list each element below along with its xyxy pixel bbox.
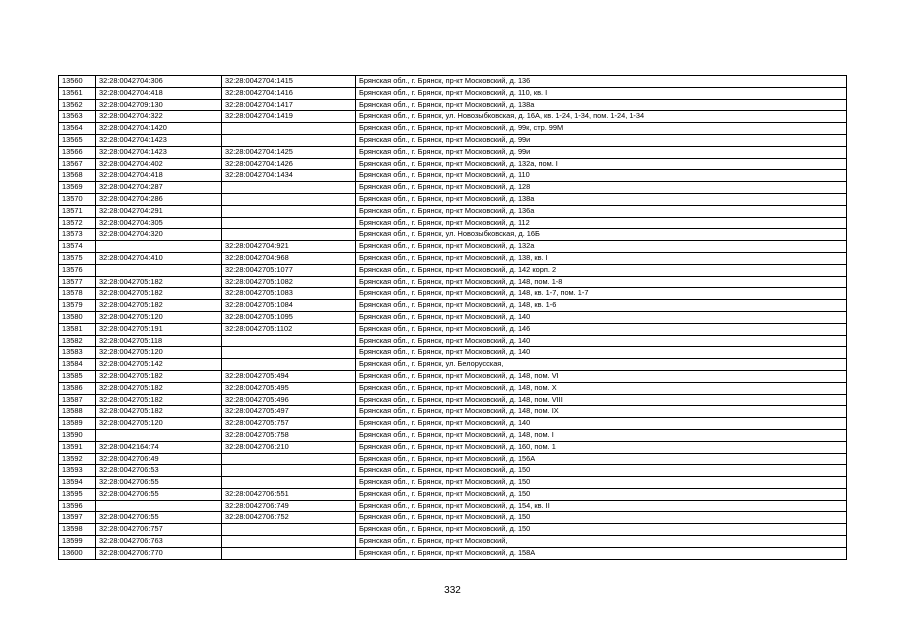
table-row <box>59 123 847 135</box>
address-cell: Брянская обл., г. Брянск, пр-кт Московский, д. 148, пом. IX <box>356 406 847 418</box>
object-cadastral-number-cell: 32:28:0042706:551 <box>222 488 356 500</box>
row-number-cell: 13584 <box>59 359 96 371</box>
address-cell: Брянская обл., г. Брянск, пр-кт Московский, д. 148, пом. X <box>356 382 847 394</box>
object-cadastral-number-cell: 32:28:0042706:210 <box>222 441 356 453</box>
row-number-cell: 13568 <box>59 170 96 182</box>
object-cadastral-number-cell: 32:28:0042705:496 <box>222 394 356 406</box>
table-row <box>59 276 847 288</box>
table-row <box>59 406 847 418</box>
land-cadastral-number-cell: 32:28:0042706:770 <box>96 547 222 559</box>
object-cadastral-number-cell: 32:28:0042706:749 <box>222 500 356 512</box>
table-row <box>59 335 847 347</box>
land-cadastral-number-cell: 32:28:0042704:410 <box>96 252 222 264</box>
row-number-cell: 13595 <box>59 488 96 500</box>
row-number-cell: 13583 <box>59 347 96 359</box>
land-cadastral-number-cell: 32:28:0042705:182 <box>96 276 222 288</box>
land-cadastral-number-cell: 32:28:0042705:182 <box>96 394 222 406</box>
row-number-cell: 13591 <box>59 441 96 453</box>
address-cell: Брянская обл., г. Брянск, пр-кт Московский, д. 138а <box>356 193 847 205</box>
object-cadastral-number-cell <box>222 347 356 359</box>
address-cell: Брянская обл., г. Брянск, пр-кт Московский, д. 138, кв. I <box>356 252 847 264</box>
address-cell: Брянская обл., г. Брянск, пр-кт Московский, д. 110, кв. I <box>356 87 847 99</box>
address-cell: Брянская обл., г. Брянск, пр-кт Московский, д. 148, пом. VIII <box>356 394 847 406</box>
address-cell: Брянская обл., г. Брянск, пр-кт Московский, д. 136 <box>356 76 847 88</box>
land-cadastral-number-cell: 32:28:0042705:120 <box>96 311 222 323</box>
table-row <box>59 99 847 111</box>
object-cadastral-number-cell <box>222 229 356 241</box>
table-row <box>59 158 847 170</box>
address-cell: Брянская обл., г. Брянск, пр-кт Московский, д. 146 <box>356 323 847 335</box>
row-number-cell: 13567 <box>59 158 96 170</box>
address-cell: Брянская обл., г. Брянск, ул. Белорусская, <box>356 359 847 371</box>
table-row <box>59 441 847 453</box>
land-cadastral-number-cell: 32:28:0042704:322 <box>96 111 222 123</box>
table-row <box>59 229 847 241</box>
table-row <box>59 323 847 335</box>
table-row <box>59 359 847 371</box>
land-cadastral-number-cell: 32:28:0042704:320 <box>96 229 222 241</box>
object-cadastral-number-cell <box>222 134 356 146</box>
page-number: 332 <box>444 585 461 596</box>
address-cell: Брянская обл., г. Брянск, ул. Новозыбковская, д. 16Б <box>356 229 847 241</box>
address-cell: Брянская обл., г. Брянск, пр-кт Московский, д. 150 <box>356 465 847 477</box>
object-cadastral-number-cell <box>222 547 356 559</box>
row-number-cell: 13575 <box>59 252 96 264</box>
row-number-cell: 13562 <box>59 99 96 111</box>
land-cadastral-number-cell <box>96 264 222 276</box>
land-cadastral-number-cell: 32:28:0042705:182 <box>96 300 222 312</box>
table-row <box>59 418 847 430</box>
table-row <box>59 311 847 323</box>
land-cadastral-number-cell: 32:28:0042704:306 <box>96 76 222 88</box>
registry-table-body <box>59 76 847 560</box>
row-number-cell: 13592 <box>59 453 96 465</box>
address-cell: Брянская обл., г. Брянск, пр-кт Московский, д. 150 <box>356 477 847 489</box>
row-number-cell: 13560 <box>59 76 96 88</box>
address-cell: Брянская обл., г. Брянск, пр-кт Московский, д. 140 <box>356 311 847 323</box>
row-number-cell: 13565 <box>59 134 96 146</box>
address-cell: Брянская обл., г. Брянск, пр-кт Московский, д. 150 <box>356 488 847 500</box>
object-cadastral-number-cell: 32:28:0042705:1084 <box>222 300 356 312</box>
address-cell: Брянская обл., г. Брянск, пр-кт Московский, д. 99и <box>356 134 847 146</box>
address-cell: Брянская обл., г. Брянск, пр-кт Московский, д. 148, пом. 1-8 <box>356 276 847 288</box>
table-row <box>59 217 847 229</box>
object-cadastral-number-cell: 32:28:0042705:1083 <box>222 288 356 300</box>
land-cadastral-number-cell: 32:28:0042706:757 <box>96 524 222 536</box>
row-number-cell: 13589 <box>59 418 96 430</box>
land-cadastral-number-cell: 32:28:0042704:1420 <box>96 123 222 135</box>
table-row <box>59 453 847 465</box>
row-number-cell: 13564 <box>59 123 96 135</box>
row-number-cell: 13598 <box>59 524 96 536</box>
object-cadastral-number-cell: 32:28:0042704:1415 <box>222 76 356 88</box>
row-number-cell: 13570 <box>59 193 96 205</box>
row-number-cell: 13572 <box>59 217 96 229</box>
land-cadastral-number-cell: 32:28:0042706:763 <box>96 536 222 548</box>
address-cell: Брянская обл., г. Брянск, пр-кт Московский, д. 148, пом. VI <box>356 370 847 382</box>
row-number-cell: 13599 <box>59 536 96 548</box>
address-cell: Брянская обл., г. Брянск, пр-кт Московский, д. 99к, стр. 99М <box>356 123 847 135</box>
row-number-cell: 13593 <box>59 465 96 477</box>
object-cadastral-number-cell <box>222 335 356 347</box>
address-cell: Брянская обл., г. Брянск, пр-кт Московский, д. 142 корп. 2 <box>356 264 847 276</box>
land-cadastral-number-cell: 32:28:0042706:55 <box>96 477 222 489</box>
address-cell: Брянская обл., г. Брянск, пр-кт Московский, д. 99и <box>356 146 847 158</box>
table-row <box>59 347 847 359</box>
object-cadastral-number-cell: 32:28:0042705:758 <box>222 429 356 441</box>
object-cadastral-number-cell: 32:28:0042705:495 <box>222 382 356 394</box>
land-cadastral-number-cell: 32:28:0042705:191 <box>96 323 222 335</box>
address-cell: Брянская обл., г. Брянск, пр-кт Московский, <box>356 536 847 548</box>
row-number-cell: 13597 <box>59 512 96 524</box>
row-number-cell: 13596 <box>59 500 96 512</box>
table-row <box>59 547 847 559</box>
land-cadastral-number-cell: 32:28:0042704:291 <box>96 205 222 217</box>
object-cadastral-number-cell: 32:28:0042704:921 <box>222 241 356 253</box>
table-row <box>59 241 847 253</box>
land-cadastral-number-cell: 32:28:0042706:53 <box>96 465 222 477</box>
object-cadastral-number-cell: 32:28:0042704:1416 <box>222 87 356 99</box>
table-row <box>59 429 847 441</box>
row-number-cell: 13574 <box>59 241 96 253</box>
object-cadastral-number-cell: 32:28:0042704:1426 <box>222 158 356 170</box>
address-cell: Брянская обл., г. Брянск, пр-кт Московский, д. 148, кв. 1-7, пом. 1-7 <box>356 288 847 300</box>
address-cell: Брянская обл., г. Брянск, пр-кт Московский, д. 140 <box>356 335 847 347</box>
row-number-cell: 13577 <box>59 276 96 288</box>
address-cell: Брянская обл., г. Брянск, пр-кт Московский, д. 148, кв. 1-6 <box>356 300 847 312</box>
object-cadastral-number-cell: 32:28:0042705:497 <box>222 406 356 418</box>
land-cadastral-number-cell: 32:28:0042164:74 <box>96 441 222 453</box>
table-row <box>59 205 847 217</box>
land-cadastral-number-cell: 32:28:0042709:130 <box>96 99 222 111</box>
table-row <box>59 300 847 312</box>
table-row <box>59 134 847 146</box>
address-cell: Брянская обл., г. Брянск, пр-кт Московский, д. 138а <box>356 99 847 111</box>
address-cell: Брянская обл., г. Брянск, ул. Новозыбковская, д. 16А, кв. 1-24, 1-34, пом. 1-24, 1-34 <box>356 111 847 123</box>
object-cadastral-number-cell <box>222 453 356 465</box>
table-row <box>59 111 847 123</box>
table-row <box>59 500 847 512</box>
land-cadastral-number-cell: 32:28:0042704:402 <box>96 158 222 170</box>
address-cell: Брянская обл., г. Брянск, пр-кт Московский, д. 156А <box>356 453 847 465</box>
object-cadastral-number-cell: 32:28:0042705:1077 <box>222 264 356 276</box>
row-number-cell: 13600 <box>59 547 96 559</box>
table-row <box>59 524 847 536</box>
row-number-cell: 13590 <box>59 429 96 441</box>
land-cadastral-number-cell: 32:28:0042704:418 <box>96 170 222 182</box>
table-row <box>59 382 847 394</box>
address-cell: Брянская обл., г. Брянск, пр-кт Московский, д. 160, пом. 1 <box>356 441 847 453</box>
table-row <box>59 264 847 276</box>
object-cadastral-number-cell <box>222 123 356 135</box>
row-number-cell: 13587 <box>59 394 96 406</box>
land-cadastral-number-cell: 32:28:0042705:142 <box>96 359 222 371</box>
object-cadastral-number-cell: 32:28:0042706:752 <box>222 512 356 524</box>
object-cadastral-number-cell <box>222 477 356 489</box>
land-cadastral-number-cell: 32:28:0042705:182 <box>96 406 222 418</box>
table-row <box>59 370 847 382</box>
land-cadastral-number-cell: 32:28:0042705:120 <box>96 347 222 359</box>
address-cell: Брянская обл., г. Брянск, пр-кт Московский, д. 140 <box>356 418 847 430</box>
registry-table <box>58 75 847 560</box>
object-cadastral-number-cell <box>222 524 356 536</box>
object-cadastral-number-cell: 32:28:0042705:494 <box>222 370 356 382</box>
address-cell: Брянская обл., г. Брянск, пр-кт Московский, д. 158А <box>356 547 847 559</box>
object-cadastral-number-cell: 32:28:0042704:1419 <box>222 111 356 123</box>
address-cell: Брянская обл., г. Брянск, пр-кт Московский, д. 128 <box>356 182 847 194</box>
address-cell: Брянская обл., г. Брянск, пр-кт Московский, д. 132а <box>356 241 847 253</box>
address-cell: Брянская обл., г. Брянск, пр-кт Московский, д. 148, пом. I <box>356 429 847 441</box>
land-cadastral-number-cell <box>96 429 222 441</box>
address-cell: Брянская обл., г. Брянск, пр-кт Московский, д. 136а <box>356 205 847 217</box>
land-cadastral-number-cell: 32:28:0042704:418 <box>96 87 222 99</box>
row-number-cell: 13581 <box>59 323 96 335</box>
address-cell: Брянская обл., г. Брянск, пр-кт Московский, д. 154, кв. II <box>356 500 847 512</box>
object-cadastral-number-cell: 32:28:0042704:1434 <box>222 170 356 182</box>
row-number-cell: 13576 <box>59 264 96 276</box>
land-cadastral-number-cell: 32:28:0042704:1423 <box>96 146 222 158</box>
row-number-cell: 13586 <box>59 382 96 394</box>
table-row <box>59 87 847 99</box>
row-number-cell: 13578 <box>59 288 96 300</box>
object-cadastral-number-cell: 32:28:0042705:1082 <box>222 276 356 288</box>
row-number-cell: 13585 <box>59 370 96 382</box>
land-cadastral-number-cell: 32:28:0042706:55 <box>96 512 222 524</box>
table-row <box>59 193 847 205</box>
object-cadastral-number-cell: 32:28:0042705:1095 <box>222 311 356 323</box>
table-row <box>59 394 847 406</box>
row-number-cell: 13582 <box>59 335 96 347</box>
land-cadastral-number-cell: 32:28:0042706:55 <box>96 488 222 500</box>
row-number-cell: 13561 <box>59 87 96 99</box>
address-cell: Брянская обл., г. Брянск, пр-кт Московский, д. 140 <box>356 347 847 359</box>
object-cadastral-number-cell: 32:28:0042704:968 <box>222 252 356 264</box>
land-cadastral-number-cell <box>96 500 222 512</box>
row-number-cell: 13569 <box>59 182 96 194</box>
land-cadastral-number-cell: 32:28:0042705:182 <box>96 382 222 394</box>
table-row <box>59 170 847 182</box>
address-cell: Брянская обл., г. Брянск, пр-кт Московский, д. 150 <box>356 512 847 524</box>
row-number-cell: 13573 <box>59 229 96 241</box>
land-cadastral-number-cell: 32:28:0042704:287 <box>96 182 222 194</box>
object-cadastral-number-cell: 32:28:0042705:757 <box>222 418 356 430</box>
land-cadastral-number-cell: 32:28:0042704:1423 <box>96 134 222 146</box>
land-cadastral-number-cell: 32:28:0042706:49 <box>96 453 222 465</box>
address-cell: Брянская обл., г. Брянск, пр-кт Московский, д. 112 <box>356 217 847 229</box>
land-cadastral-number-cell: 32:28:0042705:182 <box>96 288 222 300</box>
land-cadastral-number-cell: 32:28:0042704:286 <box>96 193 222 205</box>
row-number-cell: 13580 <box>59 311 96 323</box>
object-cadastral-number-cell <box>222 465 356 477</box>
table-row <box>59 288 847 300</box>
object-cadastral-number-cell <box>222 536 356 548</box>
row-number-cell: 13594 <box>59 477 96 489</box>
object-cadastral-number-cell: 32:28:0042704:1417 <box>222 99 356 111</box>
table-row <box>59 146 847 158</box>
table-row <box>59 252 847 264</box>
land-cadastral-number-cell: 32:28:0042705:118 <box>96 335 222 347</box>
object-cadastral-number-cell <box>222 182 356 194</box>
object-cadastral-number-cell: 32:28:0042704:1425 <box>222 146 356 158</box>
address-cell: Брянская обл., г. Брянск, пр-кт Московский, д. 110 <box>356 170 847 182</box>
object-cadastral-number-cell <box>222 205 356 217</box>
object-cadastral-number-cell <box>222 217 356 229</box>
row-number-cell: 13588 <box>59 406 96 418</box>
row-number-cell: 13571 <box>59 205 96 217</box>
table-row <box>59 477 847 489</box>
land-cadastral-number-cell <box>96 241 222 253</box>
row-number-cell: 13566 <box>59 146 96 158</box>
row-number-cell: 13563 <box>59 111 96 123</box>
address-cell: Брянская обл., г. Брянск, пр-кт Московский, д. 150 <box>356 524 847 536</box>
table-row <box>59 76 847 88</box>
table-row <box>59 465 847 477</box>
table-row <box>59 512 847 524</box>
table-row <box>59 536 847 548</box>
land-cadastral-number-cell: 32:28:0042704:305 <box>96 217 222 229</box>
object-cadastral-number-cell: 32:28:0042705:1102 <box>222 323 356 335</box>
object-cadastral-number-cell <box>222 193 356 205</box>
row-number-cell: 13579 <box>59 300 96 312</box>
table-row <box>59 488 847 500</box>
object-cadastral-number-cell <box>222 359 356 371</box>
table-row <box>59 182 847 194</box>
land-cadastral-number-cell: 32:28:0042705:182 <box>96 370 222 382</box>
address-cell: Брянская обл., г. Брянск, пр-кт Московский, д. 132а, пом. I <box>356 158 847 170</box>
land-cadastral-number-cell: 32:28:0042705:120 <box>96 418 222 430</box>
